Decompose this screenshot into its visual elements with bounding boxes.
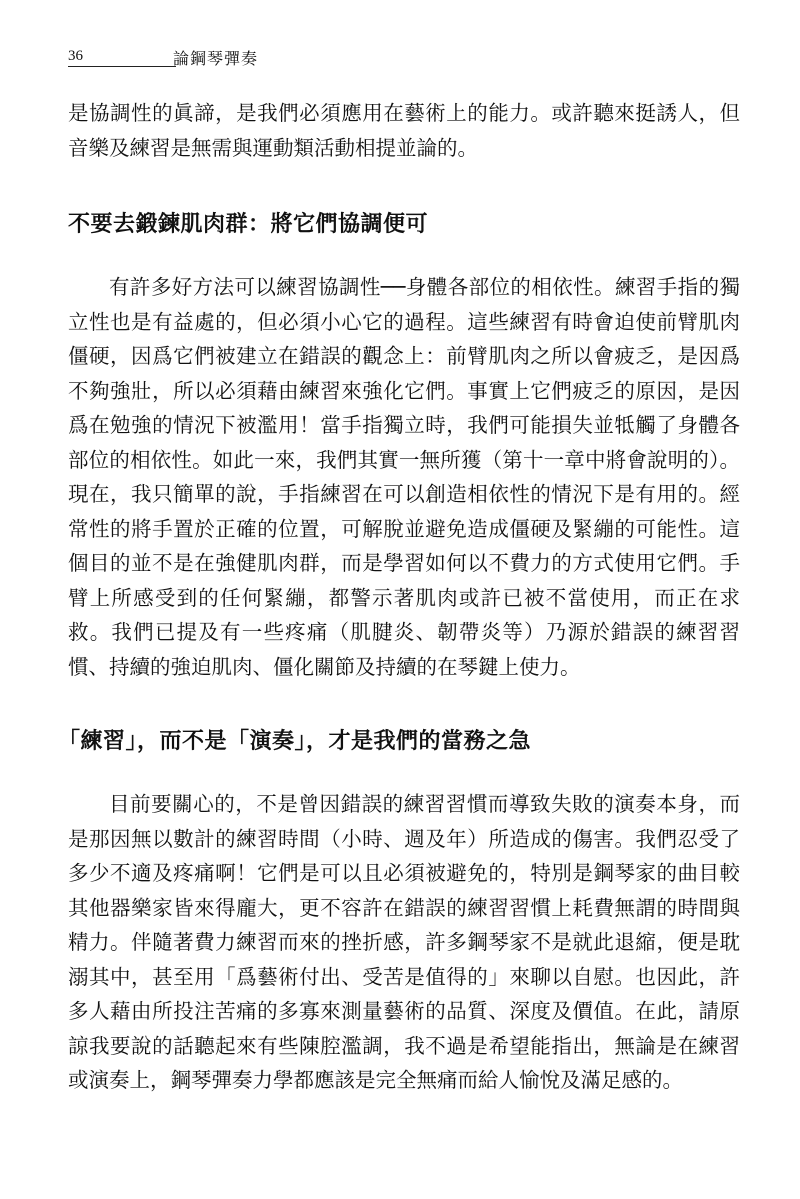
section-heading-muscle-coordination: 不要去鍛鍊肌肉群：將它們協調便可 [68, 211, 429, 237]
intro-paragraph: 是協調性的眞諦，是我們必須應用在藝術上的能力。或許聽來挺誘人，但音樂及練習是無需與運動類活動相提並論的。 [68, 101, 740, 160]
page-content [58, 96, 740, 1098]
section-heading-practice-priority: 「練習」，而不是「演奏」，才是我們的當務之急 [58, 728, 532, 754]
running-title: 論鋼琴彈奏 [173, 49, 259, 68]
running-header [68, 44, 468, 70]
section1-paragraph: 有許多好方法可以練習協調性──身體各部位的相依性。練習手指的獨立性也是有益處的，但必須小心它的過程。這些練習有時會迫使前臂肌肉僵硬，因爲它們被建立在錯誤的觀念上：前臂肌肉之所以會疲乏，是因爲不夠強壯，所以必須藉由練習來強化它們。事實上它們疲乏的原因，是因爲在勉強的情況下被濫用！當手指獨立時，我們可能損失並牴觸了身體各部位的相依性。如此一來，我們其實一無所獲（第十一章中將會說明的）。現在，我只簡單的說，手指練習在可以創造相依性的情況下是有用的。經常性的將手置於正確的位置，可解脫並避免造成僵硬及緊繃的可能性。這個目的並不是在強健肌肉群，而是學習如何以不費力的方式使用它們。手臂上所感受到的任何緊繃，都警示著肌肉或許已被不當使用，而正在求救。我們已提及有一些疼痛（肌腱炎、韌帶炎等）乃源於錯誤的練習習慣、持續的強迫肌肉、僵化關節及持續的在琴鍵上使力。 [68, 275, 740, 679]
section2-paragraph: 目前要關心的，不是曾因錯誤的練習習慣而導致失敗的演奏本身，而是那因無以數計的練習時間（小時、週及年）所造成的傷害。我們忍受了多少不適及疼痛啊！它們是可以且必須被避免的，特別是鋼琴家的曲目較其他器樂家皆來得龐大，更不容許在錯誤的練習習慣上耗費無謂的時間與精力。伴隨著費力練習而來的挫折感，許多鋼琴家不是就此退縮，便是耽溺其中，甚至用「爲藝術付出、受苦是值得的」來聊以自慰。也因此，許多人藉由所投注苦痛的多寡來測量藝術的品質、深度及價值。在此，請原諒我要說的話聽起來有些陳腔濫調，我不過是希望能指出，無論是在練習或演奏上，鋼琴彈奏力學都應該是完全無痛而給人愉悅及滿足感的。 [68, 792, 740, 1092]
page-number: 36 [68, 48, 176, 67]
